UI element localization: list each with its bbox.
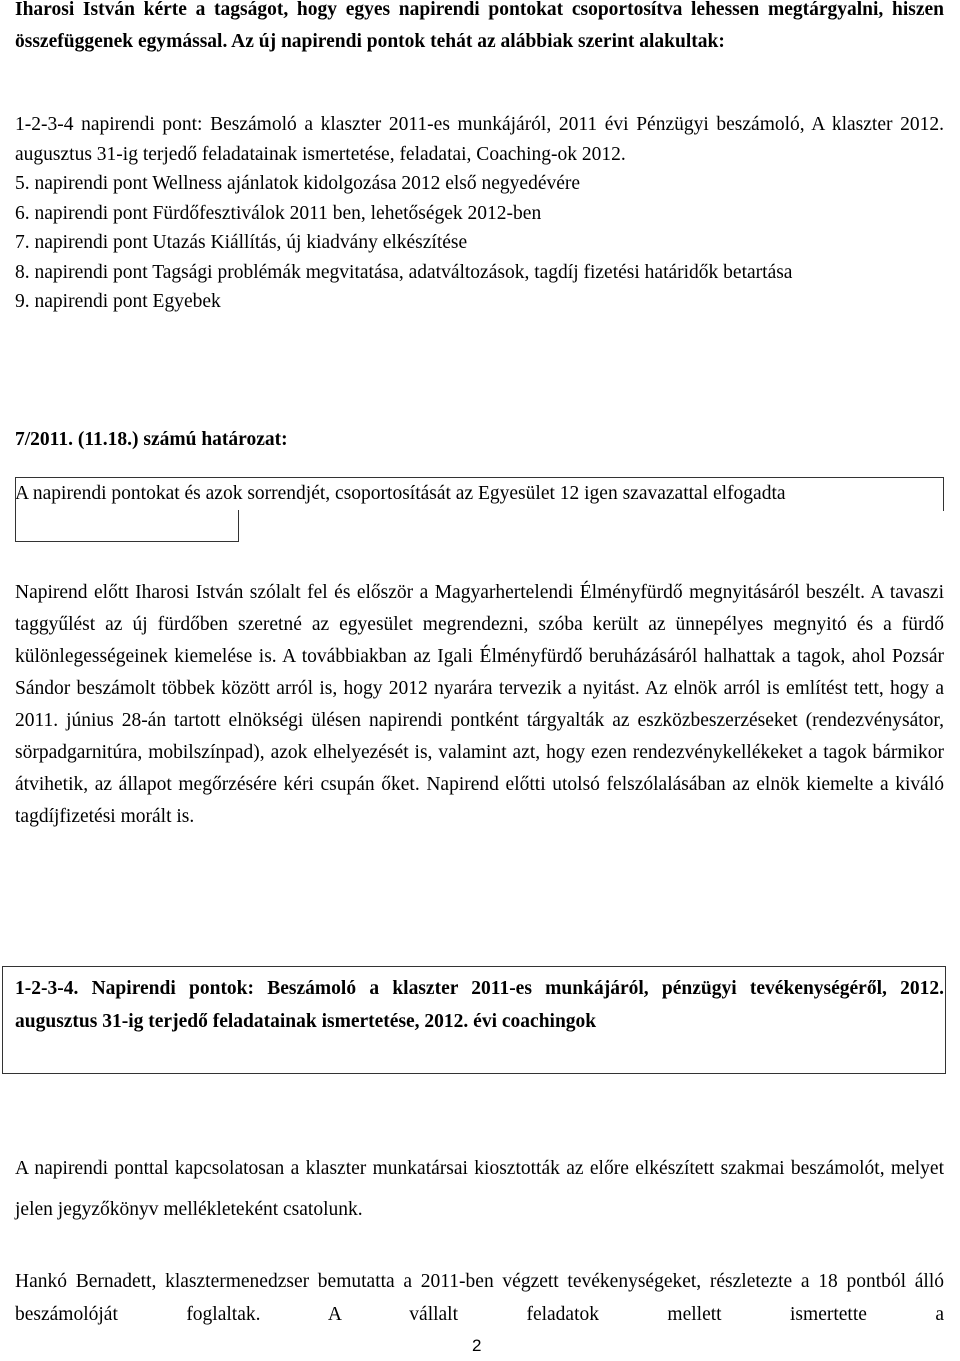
section-heading: 1-2-3-4. Napirendi pontok: Beszámoló a klaszter 2011-es munkájáról, pénzügyi tevékenységéről, 2012. augusztus 31-ig terjedő feladatainak ismertetése, 2012. évi coachingok bbox=[15, 978, 944, 1032]
discussion-paragraph bbox=[15, 577, 944, 833]
resolution-text: A napirendi pontokat és azok sorrendjét, csoportosítását az Egyesület 12 igen szavazattal elfogadta bbox=[15, 483, 786, 504]
paragraph-2 bbox=[15, 1148, 944, 1230]
agenda-item: 9. napirendi pont Egyebek bbox=[15, 291, 221, 312]
paragraph-3-text: Hankó Bernadett, klasztermenedzser bemutatta a 2011-ben végzett tevékenységeket, részletezte a 18 pontból álló beszámolóját foglaltak. A vállalt feladatok mellett ismertette a bbox=[15, 1271, 944, 1325]
resolution-box-border-bottom bbox=[15, 510, 239, 542]
agenda-item: 5. napirendi pont Wellness ajánlatok kidolgozása 2012 első negyedévére bbox=[15, 173, 581, 194]
page-number: 2 bbox=[472, 1336, 482, 1355]
agenda-item: 8. napirendi pont Tagsági problémák megvitatása, adatváltozások, tagdíj fizetési határidők betartása bbox=[15, 261, 793, 283]
agenda-item: 6. napirendi pont Fürdőfesztiválok 2011 ben, lehetőségek 2012-ben bbox=[15, 202, 542, 224]
agenda-item: 7. napirendi pont Utazás Kiállítás, új kiadvány elkészítése bbox=[15, 232, 468, 253]
intro-text: Iharosi István kérte a tagságot, hogy egyes napirendi pontokat csoportosítva lehessen megtárgyalni, hiszen összefüggenek egymással. Az új napirendi pontok tehát az alábbiak szerint alakultak: bbox=[15, 0, 944, 52]
section-heading-border bbox=[2, 966, 946, 1074]
discussion-text: Napirend előtt Iharosi István szólalt fel és először a Magyarhertelendi Élményfürdő megnyitásáról beszélt. A tavaszi taggyűlést az új fürdőben szeretné az egyesület megrendezni, szóba került az ünnepélyes megnyitó és a fürdő különlegességeinek kiemelése is. A továbbiakban az Igali Élményfürdő beruházásáról halhattak a tagok, ahol Pozsár Sándor beszámolt többek között arról is, hogy 2012 nyarára tervezik a nyitást. Az elnök arról is említést tett, hogy a 2011. június 28-án tartott elnökségi ülésen napirendi pontként tárgyalták az eszközbeszerzéseket (rendezvénysátor, sörpadgarnitúra, mobilszínpad), azok elhelyezését is, valamint azt, hogy ezen rendezvénykellékeket a tagok bármikor átvihetik, az állapot megőrzésére kéri csupán őket. Napirend előtti utolsó felszólalásában az elnök kiemelte a kiváló tagdíjfizetési morált is. bbox=[15, 582, 944, 827]
paragraph-3 bbox=[15, 1265, 944, 1331]
resolution-box-border-top bbox=[15, 477, 944, 511]
resolution-title: 7/2011. (11.18.) számú határozat: bbox=[15, 429, 288, 450]
intro-paragraph bbox=[15, 0, 944, 58]
paragraph-2-text: A napirendi ponttal kapcsolatosan a klaszter munkatársai kiosztották az előre elkészített szakmai beszámolót, melyet jelen jegyzőkönyv mellékleteként csatolunk. bbox=[15, 1158, 944, 1220]
agenda-list bbox=[15, 110, 944, 317]
agenda-item: 1-2-3-4 napirendi pont: Beszámoló a klaszter 2011-es munkájáról, 2011 évi Pénzügyi beszámoló, A klaszter 2012. augusztus 31-ig terjedő feladatainak ismertetése, feladatai, Coaching-ok 2012. bbox=[15, 114, 944, 165]
